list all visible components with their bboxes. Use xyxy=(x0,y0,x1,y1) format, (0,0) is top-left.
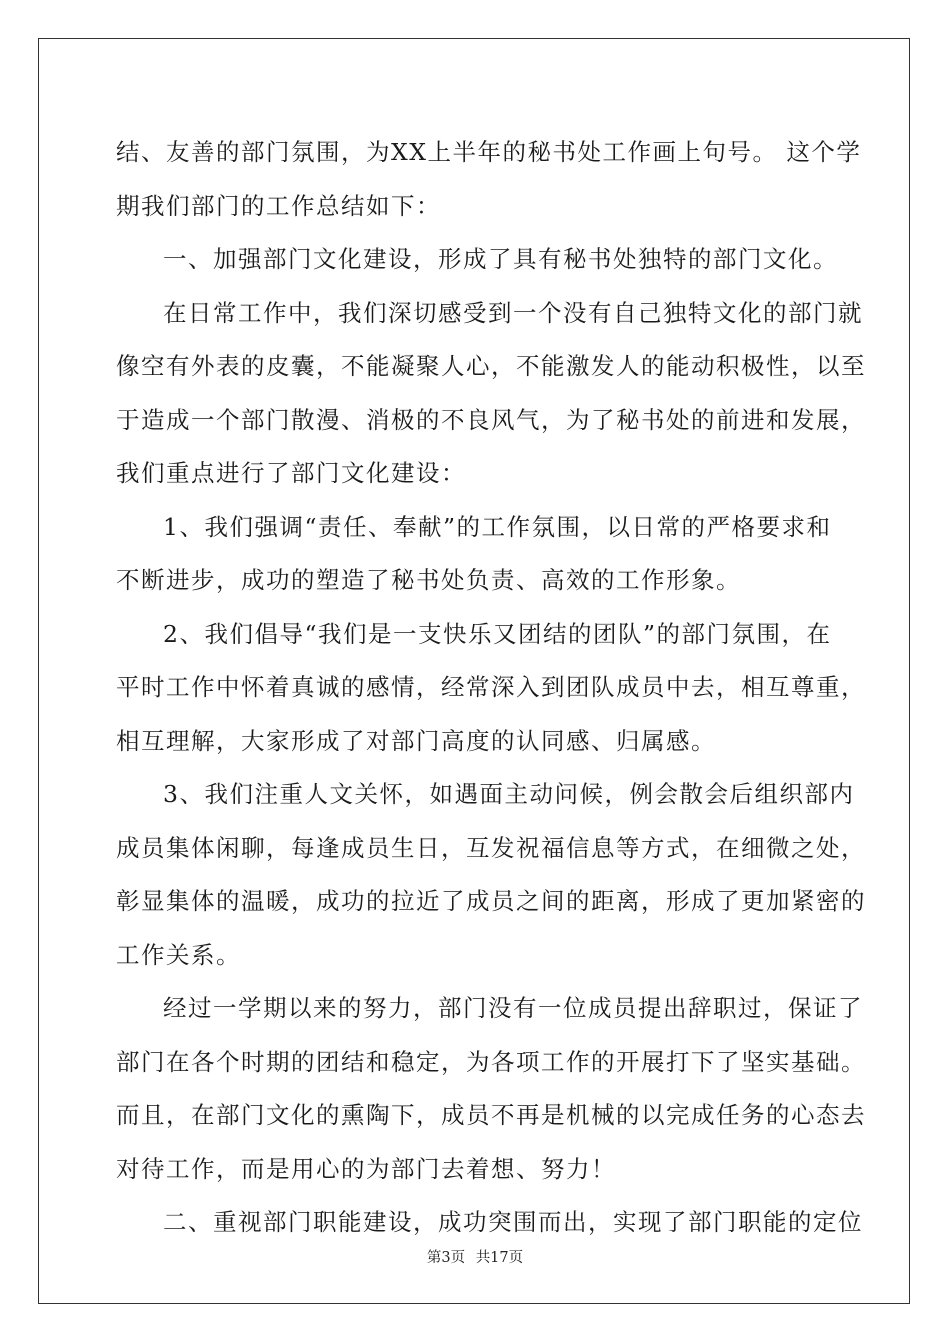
text-line: 对待工作，而是用心的为部门去着想、努力！ xyxy=(116,1154,616,1183)
page-number: 第3页 xyxy=(426,1250,466,1266)
section-heading: 二、重视部门职能建设，成功突围而出，实现了部门职能的定位 xyxy=(163,1208,863,1236)
text-line: 结、友善的部门氛围，为XX上半年的秘书处工作画上句号。 这个学 xyxy=(116,138,862,166)
text-line: 成员集体闲聊，每逢成员生日，互发祝福信息等方式，在细微之处， xyxy=(116,833,866,862)
text-line: 工作关系。 xyxy=(116,940,241,969)
page-total: 共17页 xyxy=(475,1250,524,1266)
text-line: 相互理解，大家形成了对部门高度的认同感、归属感。 xyxy=(116,726,716,755)
text-line: 期我们部门的工作总结如下： xyxy=(116,191,441,220)
text-line: 像空有外表的皮囊，不能凝聚人心，不能激发人的能动积极性，以至 xyxy=(116,352,866,380)
document-body xyxy=(116,126,866,1250)
text-line: 部门在各个时期的团结和稳定，为各项工作的开展打下了坚实基础。 xyxy=(116,1047,866,1076)
text-line: 在日常工作中，我们深切感受到一个没有自己独特文化的部门就 xyxy=(163,298,863,327)
text-line: 彰显集体的温暖，成功的拉近了成员之间的距离，形成了更加紧密的 xyxy=(116,887,866,915)
page-footer xyxy=(0,1246,950,1267)
text-line: 经过一学期以来的努力，部门没有一位成员提出辞职过，保证了 xyxy=(163,994,863,1022)
text-line: 于造成一个部门散漫、消极的不良风气，为了秘书处的前进和发展， xyxy=(116,405,866,434)
text-line: 我们重点进行了部门文化建设： xyxy=(116,459,466,487)
text-line: 不断进步，成功的塑造了秘书处负责、高效的工作形象。 xyxy=(116,566,741,594)
text-line: 平时工作中怀着真诚的感情，经常深入到团队成员中去，相互尊重， xyxy=(116,673,866,701)
section-heading: 一、加强部门文化建设，形成了具有秘书处独特的部门文化。 xyxy=(163,245,838,273)
list-item: 2、我们倡导“我们是一支快乐又团结的团队”的部门氛围，在 xyxy=(163,619,832,648)
list-item: 3、我们注重人文关怀，如遇面主动问候，例会散会后组织部内 xyxy=(163,780,855,808)
list-item: 1、我们强调“责任、奉献”的工作氛围，以日常的严格要求和 xyxy=(163,512,832,541)
text-line: 而且，在部门文化的熏陶下，成员不再是机械的以完成任务的心态去 xyxy=(116,1101,866,1129)
